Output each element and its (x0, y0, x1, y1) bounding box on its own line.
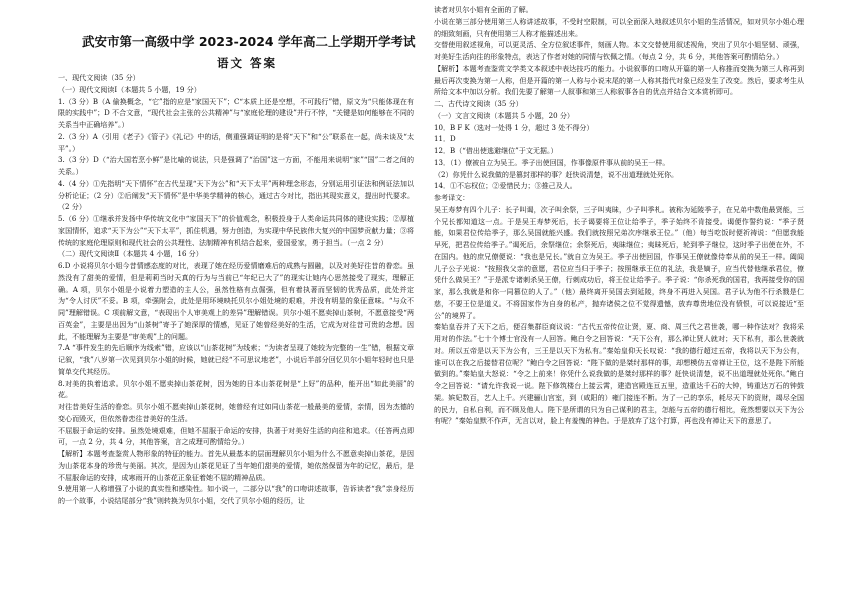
paragraph: 6.D 小说将贝尔小姐今昔情感态度的对比，表现了她在经历爱情磨难后的成熟与圆融，以及对美好往昔的眷恋。虽然没有了甜美的爱情，但是莉莉当时天真的行为与当前已“年纪已大了”的现实让她内心思然接受了现实，理解正确。A 项，贝尔小姐是小说着力塑造的主人公，虽然性格有点倔强，但有着执著而坚韧的优秀品质，此处并定为“令人讨厌”不妥。B 项，牵强附会，此处是用环境映托贝尔小姐处境的艰难，并没有明显的象征意味。“与众不同”理解错误。C 项前解文意，“表现出个人审美观上的差异”理解错误。贝尔小姐不愿卖掉山茶树，不愿意接受“两百英金”，主要是出因为“山茶树”寄予了她深厚的情感，见证了她曾经美好的生活，它成为对往昔可贵的念想。因此，不能理解为主要是“审美观”上的问题。 (58, 261, 414, 341)
paragraph: 不屈服于命运的安排。虽然处境艰难，但她不屈服于命运的安排，执著于对美好生活的向往和追求。（任答两点即可，一点 2 分，共 4 分，其他答案，言之成理可酌情给分。） (58, 425, 414, 447)
paragraph: 10．B F K（选对一处得 1 分，超过 3 处不得分） (434, 122, 594, 132)
paragraph: 【解析】本题考查鉴赏人物形象的特征的能力。首先从最基本的层面理解贝尔小姐为什么不愿意卖掉山茶花，是因为山茶花本身的珍贵与美丽。其次，是因为山茶花见证了当年她们甜美的爱情，她依然保留为年的记忆，最后，是不屈服命运的安排，成寒雨开的山茶花正象征着她不屈的精神品质。 (58, 449, 414, 482)
paragraph: 7.A “事件发生的先后顺序为线索”错，应该以“山茶花树”为线索；“为读者呈现了她较为完整的一生”错，根据文章记叙，“我”八岁第一次见到贝尔小姐的时候，她就已经“不可思议地老”，小说后半部分回忆贝尔小姐年轻时也只是简单交代其经历。 (58, 343, 414, 376)
paragraph: （一）文言文阅读（本题共 5 小题，20 分） (434, 110, 574, 120)
paragraph: 4.（4 分）①先指明“天下情怀”在古代呈现“天下为公”和“天下太平”两种理念形态，分别运用引证法和例证法加以分析论证；（2 分）②后阐发“天下情怀”是中华美学精神的核心，通过古今对比，指出其现实意义，提出时代要求。（2 分） (58, 178, 414, 212)
paragraph: （2）你凭什么说我做的是篡封那样的事？赶快说清楚，说不出道理就处死你。 (434, 169, 679, 179)
paragraph: （二）现代文阅读Ⅱ（本题共 4 小题，16 分） (58, 249, 203, 259)
left-column-body (58, 72, 414, 507)
paragraph: 12．B（“借出使逃避继位”于文无据。） (434, 146, 558, 155)
paragraph: 1.（3 分）B（A 偷换概念，“它”指的应是“家国天下”；C“本质上还是空想，不可践行”错，原文为“只能体现在有限的实践中”；D 不合文意，“现代社会主张的公共精神”与“家庭伦理的建设”并行不悖，“关键是如何能够在不同的关系当中正确培养”。） (58, 96, 414, 129)
document-subtitle: 语文 答案 (216, 56, 277, 70)
paragraph: 13．（1）僚被自立为吴王。季子出使回国，作事像原件事从前的吴王一样。 (434, 157, 670, 167)
paragraph: 二、古代诗文阅读（35 分） (434, 99, 523, 108)
paragraph: 吴王寿梦有四个儿子：长子叫谒，次子叫余祭，三子叫夷昧，少子叫季札。被称为延陵季子，在兄弟中数他最贤能，三个兄长都知道这一点。于是吴王寿梦死后，长子谒要将王位让给季子，季子始终不肯接受。谒便作誓约说：“季子贤能，如果君位传给季子，那么吴国就能兴盛。我们就按照兄弟次序继承王位。”（他）每当吃饭时便祈祷说：“但愿我能早死，把君位传给季子。”谒死后，余祭继位；余祭死后，夷昧继位；夷昧死后，轮到季子继位，这时季子出使在外，不在国内。他的庶兄僚便说：“我也是兄长。”就自立为吴王。季子出使回国，作事吴王僚就像侍奉从前的吴王一样。阖闾儿子公子光说：“按照我父亲的意愿，君位应当归于季子；按照继承王位的礼法，我是嫡子，应当代替他继承君位，僚凭什么做吴王？”于是派专诸刺杀吴王僚，行刺成功后，将王位让给季子。季子说：“你杀死我的国君，我再接受你的国家，那么我就是和你一同篡位的人了。”（他）最终离开吴国去到延陵，终身不再进入吴国。君子认为他不行杀戮是仁慈，不要王位是道义。不将国家作为自身的私产，抛弃诸侯之位不觉得遗憾，放弃尊贵地位没有愤恨，可以说接近“至公”的境界了。 (434, 204, 804, 320)
paragraph: 14．①不忘权位；②爱惜民力；③推己及人。 (434, 181, 577, 191)
paragraph: 5.（6 分）①继承并发扬中华传统文化中“家国天下”的价值观念，积极投身于人类命运共同体的建设实践；②厚植家国情怀，追求“天下为公”“天下太平”，抓住机遇，努力创造，为实现中华民族伟大复兴的中国梦贡献力量；③将传统的家庭伦理原则和现代社会的公共理性、法制精神有机结合起来，爱国爱家，勇于担当。（一点 2 分） (58, 214, 414, 247)
paragraph: 小说在第三部分使用第三人称讲述故事，不受时空限制，可以全面深入地叙述贝尔小姐的生活情况，如对贝尔小姐心理的细致刻画，只有使用第三人称才能描述出来。 (434, 16, 804, 38)
paragraph: 读者对贝尔小姐有全面的了解。 (434, 5, 533, 14)
document-title: 武安市第一高级中学 2023-2024 学年高二上学期开学考试 (82, 34, 416, 49)
paragraph: 【解析】本题考查鉴赏文学类文本叙述中表达技巧的能力。小说叙事的口吻从开篇的第一人称推而变换为第三人称再到最后再次变换为第一人称，但是开篇的第一人称与小说末尾的第一人称其指代对象已经发生了改变。然后，要求考生从所给文本中加以分析。我们先要了解第一人叙事和第三人称叙事各自的优点并结合文本赏析即可。 (434, 63, 804, 97)
paragraph: 2.（3 分）A（引用《老子》《管子》《礼记》中的话，侧重强调证明的是将“天下”和“公”联系在一起，尚未谈及“太平”。） (58, 131, 414, 153)
paragraph: 一、现代文阅读（35 分） (58, 73, 140, 82)
right-column-body (434, 4, 804, 427)
paragraph: 9.使用第一人称增强了小说的真实性和感染性。如小说一，二部分以“我”的口吻讲述故事，告诉读者“我”亲身经历的一个故事，小说结尾部分“我”则转换为贝尔小姐，交代了贝尔小姐的经历，让 (58, 484, 414, 505)
paragraph: 11．D (434, 134, 456, 144)
paragraph: 8.对美的执着追求。贝尔小姐不愿卖掉山茶花树，因为她的日本山茶花树是“上好”的品种，能开出“如此美丽”的花。 (58, 378, 414, 400)
paragraph: 参考译文： (434, 193, 470, 202)
paragraph: 秦始皇吞并了天下之后，便召集群臣商议说：“古代五帝传位让贤，夏、商、周三代之君世袭，哪一种作法对？我将采用对的作法。”七十个博士官没有一人回答。鲍白令之回答说：“天下公有，那么禅让贤人就对；天下私有，那么世袭就对。所以五帝是以天下为公有，三王是以天下为私有。”秦始皇仰天长叹说：“我的德行超过五帝，我将以天下为公有，谁可以在我之后接替君位呢？”鲍白令之回答说：“陛下做的是桀纣那样的事，却想模仿五帝禅让王位，这不是陛下所能做到的。”秦始皇大怒说：“令之上前来！你凭什么说我做的是桀纣那样的事？赶快说清楚，说不出道理就处死你。”鲍白令之回答说：“请允许我说一说。陛下修筑楼台上接云霄，建造宫殿连亘五里，造重达千石的大钟，铸重达万石的钟鼓架。嫔妃数百，艺人上千。兴建骊山宫室，到（咸阳的）雍门接连不断。为了一己的享乐，耗尽天下的资财，竭尽全国的民力，自私自利，而不顾及他人。陛下是所谓的只为自己谋利的君主，怎能与五帝的德行相比，竟然想要以天下为公有呢？”秦始皇默不作声，无言以对，脸上有羞愧的神色。于是放弃了这个打算，再也没有禅让天下的意思了。 (434, 322, 804, 426)
paragraph: 对往昔美好生活的眷恋。贝尔小姐不愿卖掉山茶花树，她曾经有过如同山茶花一般最美的爱情，亲情，因为杰德的变心而毁灭，但依然眷恋往昔美好的生活。 (58, 402, 414, 423)
paragraph: （一）现代文阅读Ⅰ（本题共 5 小题，19 分） (58, 84, 201, 94)
paragraph: 3.（3 分）D（“治大国若烹小鲜”是比喻的说法，只是强调了“治国”这一方面，不能用来说明“家”“国”二者之间的关系。） (58, 155, 414, 176)
paragraph: 交替使用叙述视角，可以更灵活、全方位叙述事件，刻画人物。本文交替使用叙述视角，突出了贝尔小姐坚韧、顽强，对美好生活向往的形象特点，表达了作者对她的同情与钦佩之情。（每点 2 分，共 6 分，其他答案可酌情给分。） (434, 40, 804, 61)
